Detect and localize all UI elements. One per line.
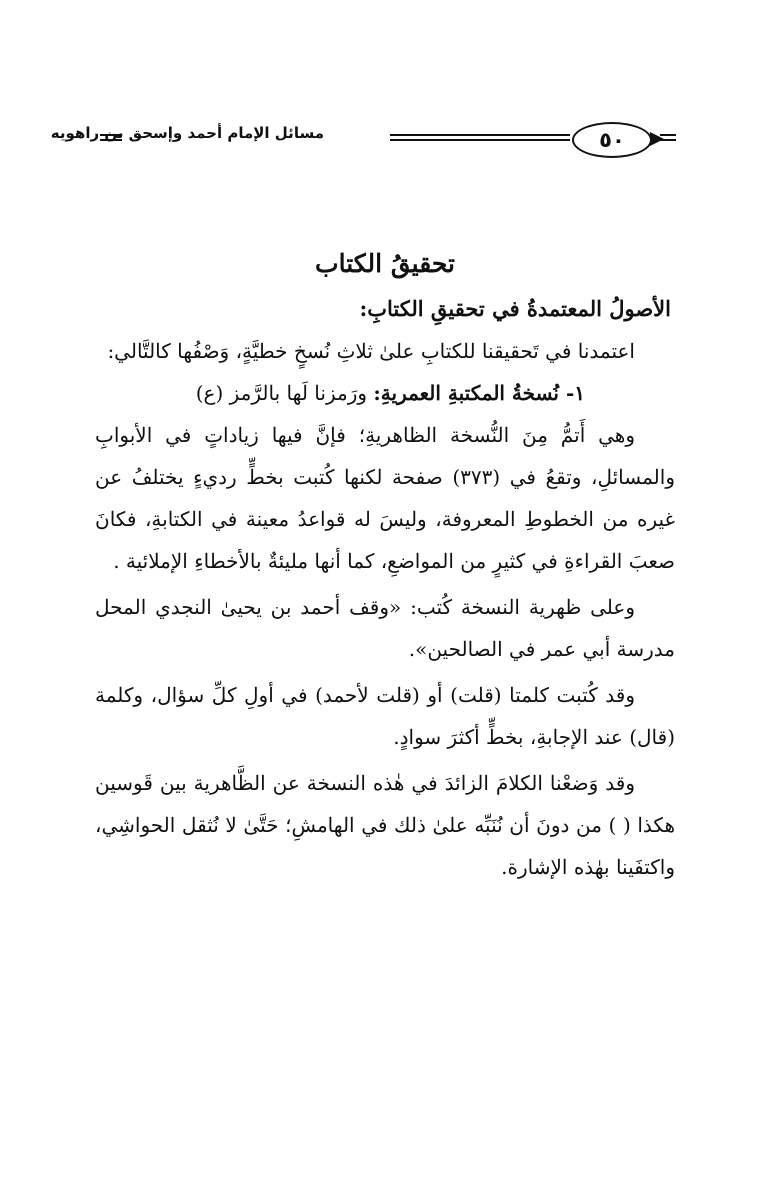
section-subheading: الأصولُ المعتمدةُ في تحقيقِ الكتابِ: bbox=[359, 296, 671, 321]
body-paragraph: وقد وَضعْنا الكلامَ الزائدَ في هٰذه النسخة عن الظَّاهرية بين قَوسين هكذا ( ) من دونَ أن نُنَبِّه علىٰ ذلك في الهامشِ؛ حَتَّىٰ لا نُثقل الحواشِي، واكتفَينا بهٰذه الإشارة. bbox=[95, 771, 676, 879]
page-body bbox=[95, 240, 675, 888]
body-paragraph: وعلى ظهرية النسخة كُتب: «وقف أحمد بن يحيىٰ النجدي المحل مدرسة أبي عمر في الصالحين». bbox=[95, 595, 675, 661]
manuscript-item-1 bbox=[95, 372, 675, 414]
running-header bbox=[50, 120, 680, 160]
body-paragraph: وهي أَتمُّ مِنَ النُّسخة الظاهريةِ؛ فإنَّ فيها زياداتٍ في الأبوابِ والمسائلِ، وتقعُ في (٣٧٣) صفحة لكنها كُتبت بخطٍّ رديءٍ يختلفُ عن غيره من الخطوطِ المعروفة، وليسَ له قواعدُ معينة في الكتابةِ، فكانَ صعبَ القراءةِ في كثيرٍ من المواضعِ، كما أنها مليئةٌ بالأخطاءِ الإملائية . bbox=[95, 423, 675, 573]
section-title: تحقيقُ الكتاب bbox=[315, 249, 455, 278]
manuscript-item-1-label: ١- نُسخةُ المكتبةِ العمريةِ: bbox=[373, 381, 585, 405]
body-paragraph: وقد كُتبت كلمتا (قلت) أو (قلت لأحمد) في أولِ كلِّ سؤال، وكلمة (قال) عند الإجابةِ، بخطٍّ أكثرَ سوادٍ. bbox=[95, 683, 675, 749]
intro-paragraph: اعتمدنا في تَحقيقنا للكتابِ علىٰ ثلاثِ نُسخٍ خطيَّةٍ، وَصْفُها كالتَّالي: bbox=[107, 339, 635, 363]
header-double-rule-middle bbox=[390, 134, 570, 141]
page-number-badge: ٥٠ bbox=[572, 122, 652, 158]
manuscript-item-1-text: ورَمزنا لَها بالرَّمز (ع) bbox=[195, 381, 374, 405]
running-title: مسائل الإمام أحمد وإسحق بن راهويه bbox=[50, 124, 324, 142]
header-double-rule-right bbox=[660, 134, 676, 141]
